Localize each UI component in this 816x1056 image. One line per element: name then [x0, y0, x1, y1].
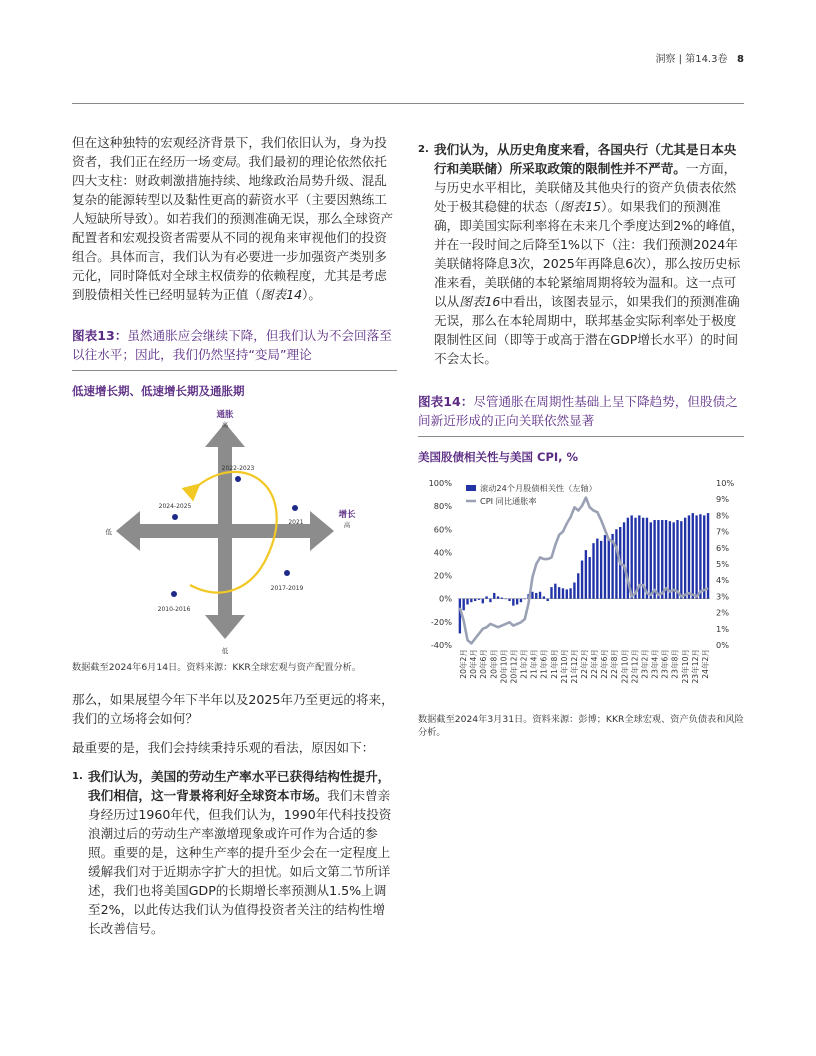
x-tick-label: 24年2月 — [700, 649, 710, 679]
x-tick-label: 23年4月 — [650, 649, 660, 679]
x-tick-label: 22年8月 — [610, 649, 620, 679]
x-tick-label: 20年8月 — [489, 649, 499, 679]
corr-bar — [501, 598, 503, 599]
right-tick-label: 8% — [716, 510, 729, 521]
right-column — [418, 140, 744, 739]
corr-bar — [508, 599, 510, 601]
left-tick-label: 20% — [433, 570, 452, 581]
corr-bar — [489, 599, 491, 602]
figure13-chart-title: 低速增长期、低速增长期及通胀期 — [72, 384, 245, 398]
legend-label-line: CPI 同比通胀率 — [480, 496, 537, 506]
x-tick-label: 22年6月 — [600, 649, 610, 679]
x-tick-label: 22年4月 — [590, 649, 600, 679]
right-tick-label: 0% — [716, 640, 729, 650]
x-tick-label: 22年2月 — [580, 649, 589, 679]
point-2022-2023 — [235, 476, 241, 482]
corr-bar — [470, 599, 472, 602]
right-tick-label: 1% — [716, 623, 729, 634]
corr-bar — [573, 583, 575, 599]
corr-bar — [485, 596, 487, 598]
point-2: 2. 我们认为，从历史角度来看，各国央行（尤其是日本央行和美联储）所采取政策的限制性并不严苛。一方面，与历史水平相比，美联储及其他央行的资产负债表依然处于极其稳健的状态（图表15）。如果我们的预测准确，即美国实际利率将在未来几个季度达到2%的峰值，并在一段时间之后降至1%以下（注：我们预测2024年美联储将降息3次，2025年再降息6次），那么按历史标准来看，美联储的本轮紧缩周期将较为温和。这一点可以从图表16中看出，该图表显示，如果我们的预测准确无误，那么在本轮周期中，联邦基金实际利率处于极度限制性区间（即等于或高于潜在GDP增长水平）的时间不会太长。 — [418, 142, 744, 366]
point-2024-2025 — [172, 514, 178, 520]
corr-bar — [699, 514, 701, 598]
corr-bar — [676, 520, 678, 599]
axis-left-label: 低 — [105, 528, 112, 536]
corr-bar — [569, 588, 571, 598]
intro-paragraph: 但在这种独特的宏观经济背景下，我们依旧认为，身为投资者，我们正在经历一场变局。我们最初的理论依然依托四大支柱：财政刺激措施持续、地缘政治局势升级、混乱复杂的能源转型以及黏性更高的薪资水平（主要因熟练工人短缺所导致）。如若我们的预测准确无误，那么全球资产配置者和宏观投资者需要从不同的视角来审视他们的投资组合。具体而言，我们认为有必要进一步加强资产类别多元化，同时降低对全球主权债券的依赖程度，尤其是考虑到股债相关性已经明显转为正值（图表14）。 — [72, 135, 394, 302]
corr-bar — [653, 520, 655, 599]
left-column — [72, 133, 397, 938]
figure14-label: 图表14： — [418, 394, 474, 409]
x-tick-label: 20年2月 — [459, 649, 469, 679]
x-tick-label: 21年4月 — [529, 649, 539, 679]
corr-bar — [661, 520, 663, 599]
corr-bar — [665, 520, 667, 599]
left-tick-label: 40% — [433, 547, 452, 558]
arrow-down — [205, 527, 245, 639]
figure13-label: 图表13： — [72, 328, 128, 343]
point-2021 — [292, 505, 298, 511]
corr-bar — [482, 599, 484, 604]
corr-bar — [592, 543, 594, 599]
x-tick-label: 20年12月 — [509, 649, 519, 684]
right-tick-label: 6% — [716, 542, 729, 553]
x-tick-label: 22年10月 — [620, 649, 630, 684]
corr-bar — [589, 557, 591, 599]
x-tick-label: 21年10月 — [559, 649, 569, 684]
corr-bar — [535, 593, 537, 599]
corr-bar — [566, 589, 568, 598]
right-tick-label: 5% — [716, 559, 729, 569]
right-tick-label: 2% — [716, 607, 729, 618]
page-header — [655, 50, 744, 65]
point-list-right — [418, 140, 744, 368]
corr-bar — [547, 599, 549, 601]
figure14-title: 图表14：尽管通胀在周期性基础上呈下降趋势，但股债之间新近形成的正向关联依然显著 — [418, 394, 738, 428]
corr-bar — [539, 592, 541, 599]
corr-bar — [550, 587, 552, 599]
right-tick-label: 3% — [716, 591, 729, 602]
x-tick-label: 21年6月 — [539, 649, 549, 679]
figure14-chart-title: 美国股债相关性与美国 CPI, % — [418, 450, 579, 464]
corr-bar — [562, 588, 564, 598]
left-tick-label: -20% — [430, 616, 452, 627]
corr-bar — [631, 515, 633, 598]
right-tick-label: 9% — [716, 494, 729, 505]
point-list-left — [72, 767, 397, 938]
header-divider — [72, 103, 744, 104]
corr-bar — [615, 529, 617, 598]
regime-diagram — [72, 407, 397, 655]
figure13-divider — [72, 370, 397, 371]
point-label-2017-2019: 2017-2019 — [270, 585, 304, 592]
cross-arrows — [116, 423, 334, 639]
axis-down-label: 低 — [221, 647, 229, 655]
figure14-source: 数据截至2024年3月31日。资料来源：彭博；KKR全球宏观、资产负债表和风险分析。 — [418, 714, 744, 738]
right-tick-label: 7% — [716, 526, 729, 537]
left-tick-label: -40% — [430, 640, 452, 650]
corr-bar — [623, 522, 625, 598]
corr-bar — [466, 599, 468, 605]
corr-bar — [505, 599, 507, 600]
x-tick-label: 23年8月 — [670, 649, 680, 679]
corr-bar — [478, 599, 480, 600]
corr-bar — [707, 513, 709, 599]
right-tick-label: 4% — [716, 575, 729, 586]
corr-bar — [596, 539, 598, 599]
corr-bar — [558, 587, 560, 599]
corr-bar — [512, 599, 514, 606]
x-tick-label: 21年2月 — [519, 649, 529, 679]
point-1: 1. 我们认为，美国的劳动生产率水平已获得结构性提升，我们相信，这一背景将利好全球资本市场。我们未曾亲身经历过1960年代，但我们认为，1990年代科技投资浪潮过后的劳动生产率激增现象或许可作为合适的参照。重要的是，这种生产率的提升至少会在一定程度上缓解我们对于近期赤字扩大的担忧。如后文第二节所详述，我们也将美国GDP的长期增长率预测从1.5%上调至2%，以此传达我们认为值得投资者关注的结构性增长改善信号。 — [72, 769, 392, 936]
point-2017-2019 — [284, 570, 290, 576]
right-tick-label: 10% — [716, 478, 735, 488]
corr-bar — [646, 518, 648, 599]
corr-bar — [520, 599, 522, 602]
corr-bar — [493, 593, 495, 599]
legend-swatch-bar — [466, 485, 476, 491]
legend-label-bar: 滚动24个月股债相关性（左轴） — [480, 483, 597, 493]
question-paragraph: 那么，如果展望今年下半年以及2025年乃至更远的将来，我们的立场将会如何？ — [72, 692, 394, 726]
corr-bar — [673, 522, 675, 598]
x-tick-label: 23年10月 — [680, 649, 690, 684]
correlation-chart — [418, 469, 744, 709]
corr-bar — [463, 599, 465, 611]
x-tick-label: 21年12月 — [569, 649, 579, 684]
corr-bar — [634, 518, 636, 599]
corr-bar — [688, 515, 690, 598]
corr-bar — [608, 539, 610, 599]
corr-bar — [695, 515, 697, 598]
corr-bar — [459, 599, 461, 634]
corr-bar — [703, 515, 705, 598]
corr-bar — [692, 513, 694, 599]
point-label-2021: 2021 — [288, 519, 304, 526]
axis-right-sub: 高 — [343, 521, 351, 529]
x-tick-label: 23年6月 — [660, 649, 670, 679]
corr-bar — [516, 599, 518, 605]
point-label-2024-2025: 2024-2025 — [158, 503, 192, 510]
point-2010-2016 — [171, 591, 177, 597]
axis-up-label: 通胀 — [216, 410, 234, 420]
x-tick-label: 23年12月 — [690, 649, 700, 684]
corr-bar — [684, 518, 686, 599]
corr-bar — [581, 561, 583, 599]
corr-bar — [600, 541, 602, 599]
publication-label: 洞察 | 第14.3卷 — [655, 54, 728, 65]
corr-bar — [474, 599, 476, 601]
figure14-divider — [418, 436, 744, 437]
page-number: 8 — [737, 54, 744, 65]
point-label-2022-2023: 2022-2023 — [221, 465, 255, 472]
corr-bar — [650, 522, 652, 598]
corr-bar — [543, 596, 545, 598]
left-tick-label: 80% — [433, 501, 452, 512]
corr-bar — [577, 573, 579, 598]
x-tick-label: 20年4月 — [469, 649, 479, 679]
corr-bar — [669, 521, 671, 599]
corr-bar — [680, 521, 682, 599]
lead-paragraph: 最重要的是，我们会持续秉持乐观的看法，原因如下： — [72, 740, 375, 755]
corr-bar — [497, 596, 499, 598]
x-tick-label: 23年2月 — [640, 649, 650, 679]
x-tick-label: 21年8月 — [549, 649, 559, 679]
figure13-title: 图表13：虽然通胀应会继续下降，但我们认为不会回落至以往水平；因此，我们仍然坚持“变局”理论 — [72, 328, 392, 362]
point-label-2010-2016: 2010-2016 — [157, 606, 191, 613]
corr-bar — [585, 550, 587, 599]
x-tick-label: 20年6月 — [479, 649, 489, 679]
left-tick-label: 0% — [439, 593, 452, 604]
axis-right-label: 增长 — [338, 510, 356, 520]
corr-bar — [604, 535, 606, 599]
x-tick-label: 22年12月 — [630, 649, 640, 684]
left-tick-label: 100% — [428, 478, 452, 488]
corr-bar — [524, 599, 526, 600]
left-tick-label: 60% — [433, 524, 452, 535]
corr-bar — [554, 584, 556, 599]
axis-up-sub: 高 — [221, 421, 229, 429]
corr-bar — [657, 520, 659, 599]
figure13-source: 数据截至2024年6月14日。资料来源：KKR全球宏观与资产配置分析。 — [72, 662, 362, 673]
x-tick-label: 20年10月 — [499, 649, 509, 684]
corr-bar — [531, 592, 533, 599]
